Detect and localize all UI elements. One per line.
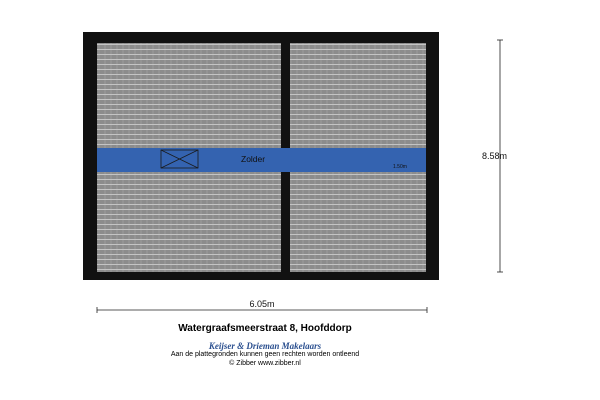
width-dimension-label: 6.05m xyxy=(249,299,275,309)
copyright-text: © Zibber www.zibber.nl xyxy=(229,360,301,367)
center-wall-top xyxy=(281,43,290,148)
room-height-label: 1.50m xyxy=(393,164,407,170)
address-caption: Watergraafsmeerstraat 8, Hoofddorp xyxy=(178,323,352,334)
agent-name: Keijser & Drieman Makelaars xyxy=(208,341,322,351)
center-wall-bottom xyxy=(281,172,290,272)
disclaimer-text: Aan de plattegronden kunnen geen rechten worden ontleend xyxy=(170,351,360,358)
height-dimension-label: 8.58m xyxy=(482,151,508,161)
room-label: Zolder xyxy=(241,154,266,164)
